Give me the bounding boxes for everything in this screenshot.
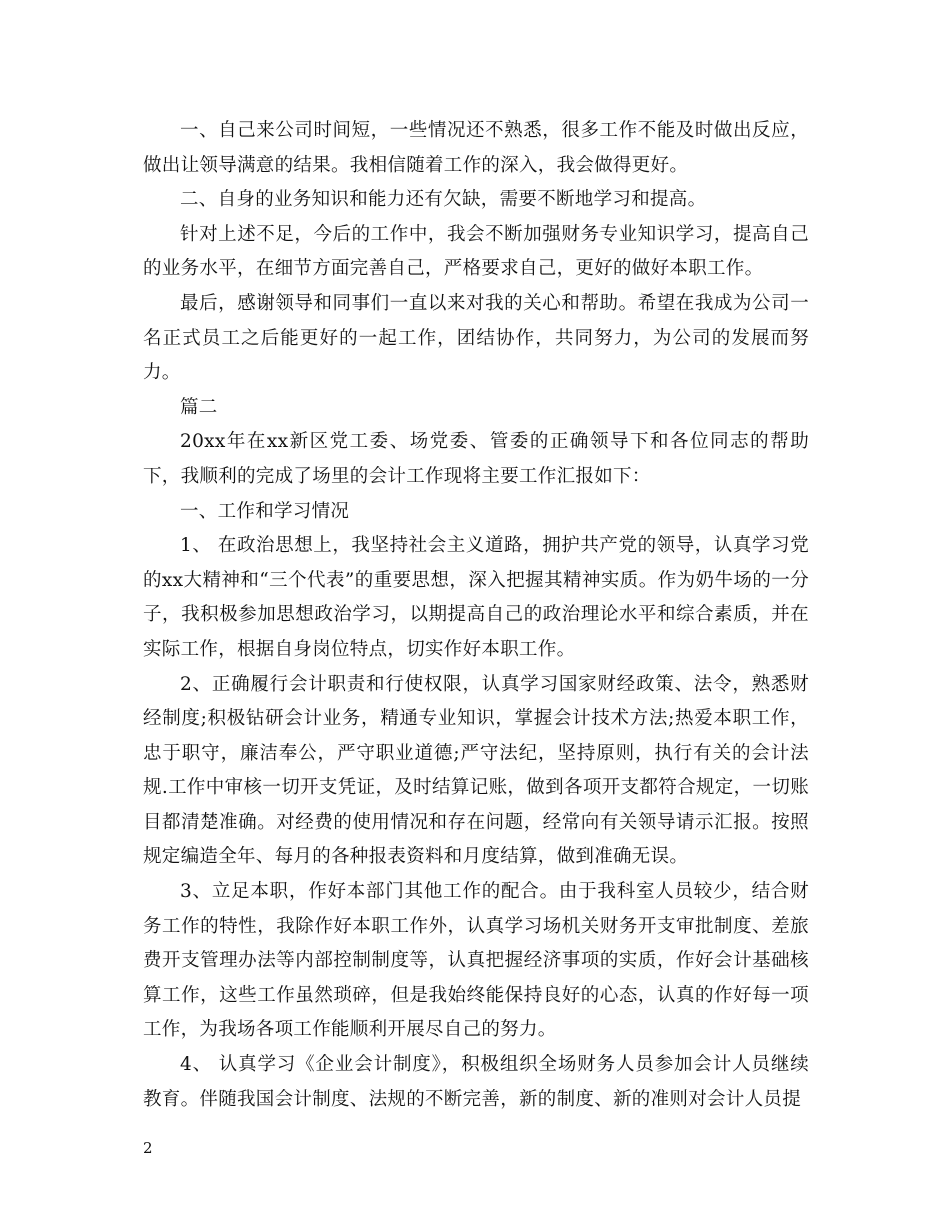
paragraph-item-1: 1、 在政治思想上，我坚持社会主义道路，拥护共产党的领导，认真学习党的xx大精神和“三个代表”的重要思想，深入把握其精神实质。作为奶牛场的一分子，我积极参加思想政治学习，以期提高自己的政治理论水平和综合素质，并在实际工作，根据自身岗位特点，切实作好本职工作。 (143, 535, 809, 660)
paragraph-item-2: 2、正确履行会计职责和行使权限，认真学习国家财经政策、法令，熟悉财经制度;积极钻研会计业务，精通专业知识，掌握会计技术方法;热爱本职工作，忠于职守，廉洁奉公，严守职业道德;严守法纪，坚持原则，执行有关的会计法规.工作中审核一切开支凭证，及时结算记账，做到各项开支都符合规定，一切账目都清楚准确。对经费的使用情况和存在问题，经常向有关领导请示汇报。按照规定编造全年、每月的各种报表资料和月度结算，做到准确无误。 (143, 673, 809, 868)
paragraph-thanks: 最后，感谢领导和同事们一直以来对我的关心和帮助。希望在我成为公司一名正式员工之后能更好的一起工作，团结协作，共同努力，为公司的发展而努力。 (143, 292, 809, 384)
section-heading-part-two: 篇二 (180, 396, 218, 418)
paragraph-shortcoming-2: 二、自身的业务知识和能力还有欠缺，需要不断地学习和提高。 (180, 189, 707, 211)
page-number: 2 (143, 1139, 153, 1157)
document-body (143, 114, 809, 1117)
paragraph-item-3: 3、立足本职，作好本部门其他工作的配合。由于我科室人员较少，结合财务工作的特性，我除作好本职工作外，认真学习场机关财务开支审批制度、差旅费开支管理办法等内部控制制度等，认真把握经济事项的实质，作好会计基础核算工作，这些工作虽然琐碎，但是我始终能保持良好的心态，认真的作好每一项工作，为我场各项工作能顺利开展尽自己的努力。 (143, 881, 809, 1041)
section-heading-work-study: 一、工作和学习情况 (180, 500, 350, 522)
paragraph-item-4: 4、 认真学习《企业会计制度》，积极组织全场财务人员参加会计人员继续教育。伴随我国会计制度、法规的不断完善，新的制度、新的准则对会计人员提 (143, 1054, 809, 1110)
paragraph-intro: 20xx年在xx新区党工委、场党委、管委的正确领导下和各位同志的帮助下，我顺利的完成了场里的会计工作现将主要工作汇报如下： (143, 431, 809, 487)
paragraph-shortcoming-1: 一、自己来公司时间短，一些情况还不熟悉，很多工作不能及时做出反应，做出让领导满意的结果。我相信随着工作的深入，我会做得更好。 (143, 120, 809, 176)
paragraph-improvement-plan: 针对上述不足，今后的工作中，我会不断加强财务专业知识学习，提高自己的业务水平，在细节方面完善自己，严格要求自己，更好的做好本职工作。 (143, 223, 809, 280)
